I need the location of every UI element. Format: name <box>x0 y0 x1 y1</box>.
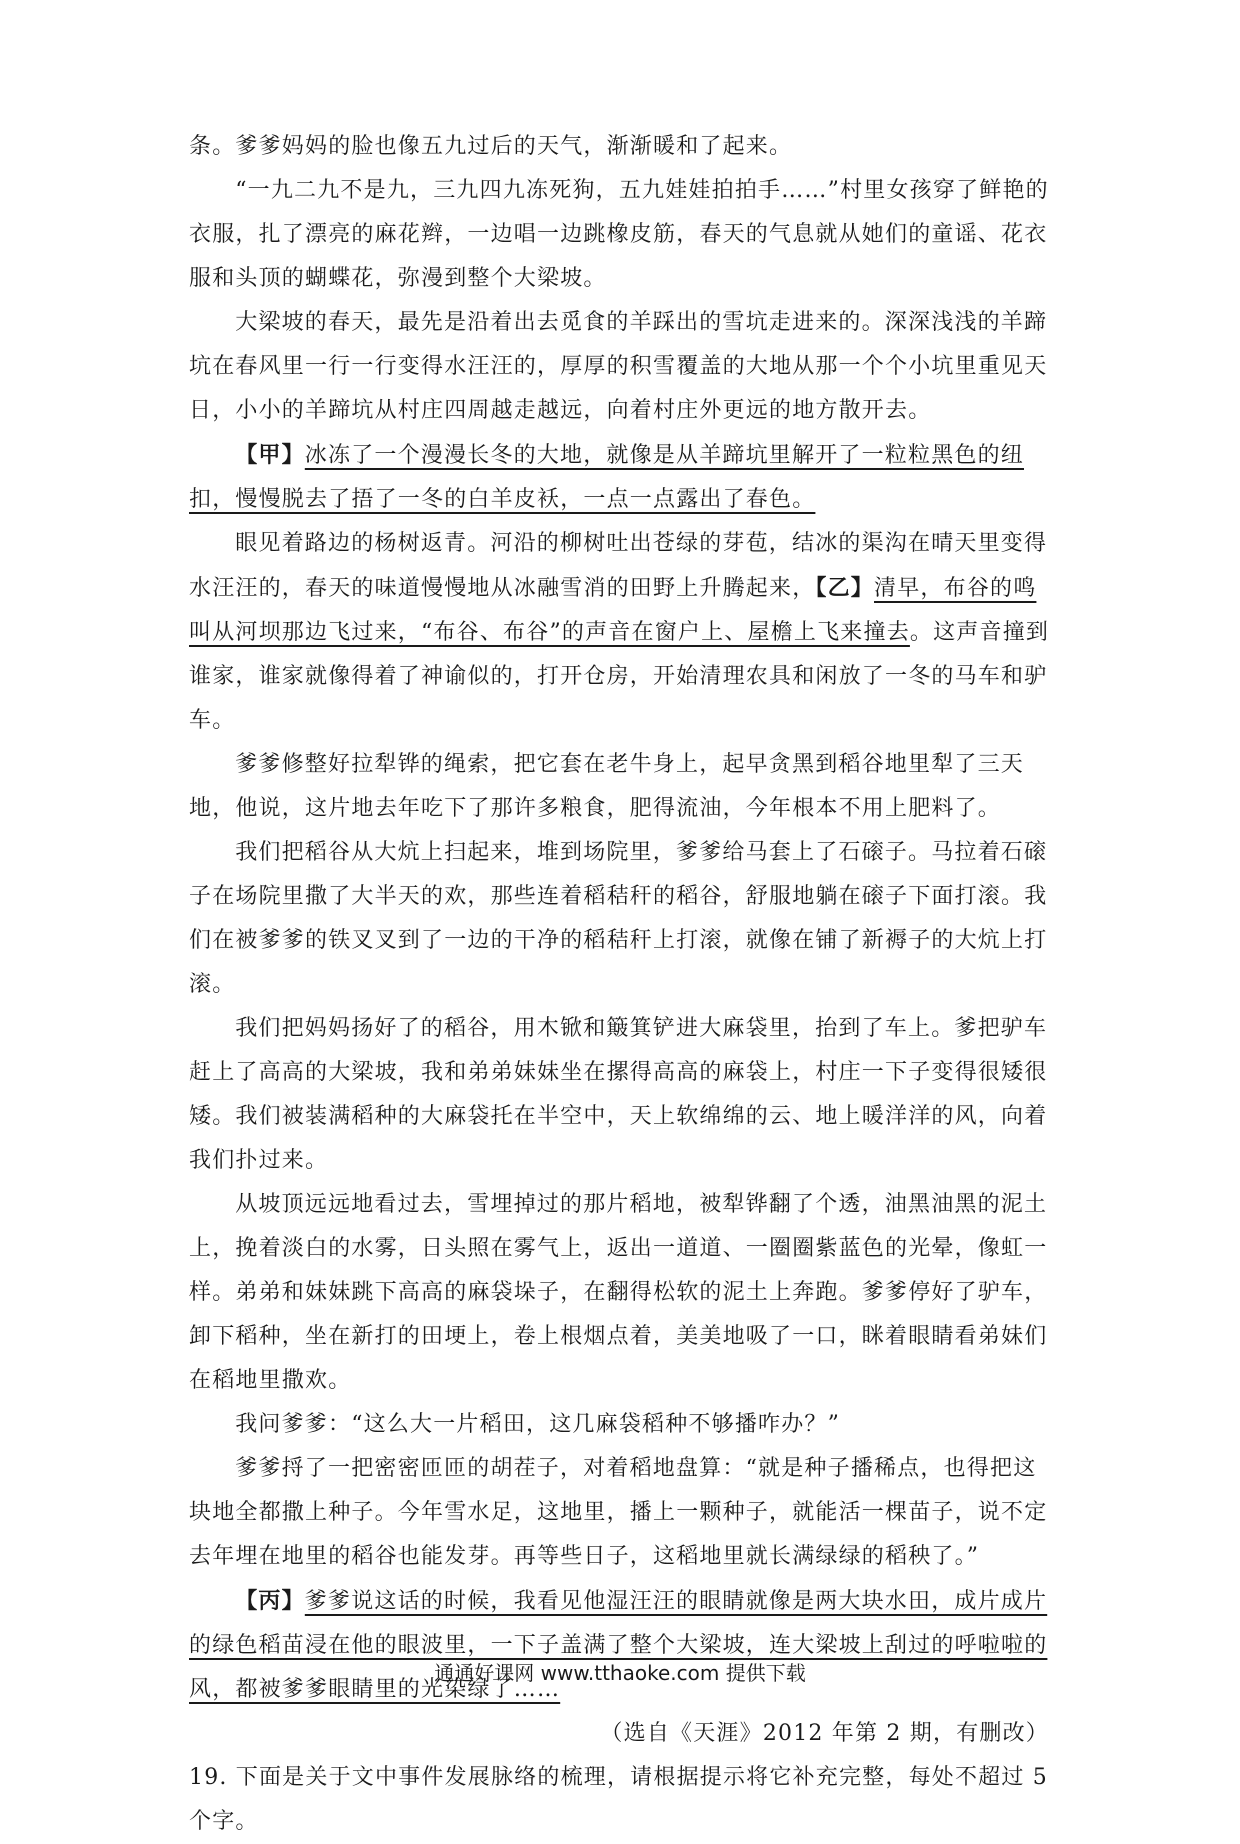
paragraph-1: 条。爹爹妈妈的脸也像五九过后的天气，渐渐暖和了起来。 <box>189 134 793 159</box>
paragraph-yi-end: 。这声音撞到谁家，谁家就像得着了神谕似的，打开仓房，开始清理农具和闲放了一冬的马车和驴车。 <box>189 620 1050 733</box>
label-bing: 【丙】 <box>235 1588 305 1614</box>
paragraph-11: 爹爹捋了一把密密匝匝的胡茬子，对着稻地盘算：“就是种子播稀点，也得把这块地全都撒上种子。今年雪水足，这地里，播上一颗种子，就能活一棵苗子，说不定去年埋在地里的稻谷也能发芽。再等些日子，这稻地里就长满绿绿的稻秧了。” <box>189 1456 1048 1569</box>
paragraph-jia <box>189 433 1059 522</box>
page-footer: 通通好课网 www.tthaoke.com 提供下载 <box>434 1661 806 1685</box>
label-jia: 【甲】 <box>235 442 305 468</box>
paragraph-9: 从坡顶远远地看过去，雪埋掉过的那片稻地，被犁铧翻了个透，油黑油黑的泥土上，挽着淡白的水雾，日头照在雾气上，返出一道道、一圈圈紫蓝色的光晕，像虹一样。弟弟和妹妹跳下高高的麻袋垛子，在翻得松软的泥土上奔跑。爹爹停好了驴车，卸下稻种，坐在新打的田埂上，卷上根烟点着，美美地吸了一口，眯着眼睛看弟妹们在稻地里撒欢。 <box>189 1192 1048 1393</box>
source-citation: （选自《天涯》2012 年第 2 期，有删改） <box>600 1721 1049 1746</box>
label-yi: 【乙】 <box>815 575 875 601</box>
paragraph-7: 我们把稻谷从大炕上扫起来，堆到场院里，爹爹给马套上了石磙子。马拉着石磙子在场院里撒了大半天的欢，那些连着稻秸秆的稻谷，舒服地躺在磙子下面打滚。我们在被爹爹的铁叉叉到了一边的干净的稻秸秆上打滚，就像在铺了新褥子的大炕上打滚。 <box>189 840 1048 997</box>
paragraph-2: “一九二九不是九，三九四九冻死狗，五九娃娃拍拍手……”村里女孩穿了鲜艳的衣服，扎了漂亮的麻花辫，一边唱一边跳橡皮筋，春天的气息就从她们的童谣、花衣服和头顶的蝴蝶花，弥漫到整个大梁坡。 <box>189 178 1049 291</box>
paragraph-3: 大梁坡的春天，最先是沿着出去觅食的羊踩出的雪坑走进来的。深深浅浅的羊蹄坑在春风里一行一行变得水汪汪的，厚厚的积雪覆盖的大地从那一个个小坑里重见天日，小小的羊蹄坑从村庄四周越走越远，向着村庄外更远的地方散开去。 <box>189 310 1048 423</box>
paragraph-yi-start: 眼见着路边的杨树返青。河沿的柳树吐出苍绿的芽苞，结冰的渠沟在晴天里变得水汪汪的，春天的味道慢慢地从冰融雪消的田野上升腾起来， <box>189 531 1048 601</box>
underlined-sentence-bing: 爹爹说这话的时候，我看见他湿汪汪的眼睛就像是两大块水田，成片成片的绿色稻苗浸在他的眼波里，一下子盖满了整个大梁坡，连大梁坡上刮过的呼啦啦的风，都被爹爹眼睛里的光染绿了…… <box>189 1589 1048 1702</box>
paragraph-10: 我问爹爹：“这么大一片稻田，这几麻袋稻种不够播咋办？” <box>235 1412 841 1437</box>
paragraph-8: 我们把妈妈扬好了的稻谷，用木锨和簸箕铲进大麻袋里，抬到了车上。爹把驴车赶上了高高的大梁坡，我和弟弟妹妹坐在摞得高高的麻袋上，村庄一下子变得很矮很矮。我们被装满稻种的大麻袋托在半空中，天上软绵绵的云、地上暖洋洋的风，向着我们扑过来。 <box>189 1016 1048 1173</box>
paragraph-yi <box>189 522 1059 743</box>
paragraph-6: 爹爹修整好拉犁铧的绳索，把它套在老牛身上，起早贪黑到稻谷地里犁了三天地，他说，这片地去年吃下了那许多粮食，肥得流油，今年根本不用上肥料了。 <box>189 752 1024 821</box>
question-19: 19. 下面是关于文中事件发展脉络的梳理，请根据提示将它补充完整，每处不超过 5 个字。 <box>189 1765 1048 1834</box>
underlined-sentence-jia: 冰冻了一个漫漫长冬的大地，就像是从羊蹄坑里解开了一粒粒黑色的纽扣，慢慢脱去了捂了一冬的白羊皮袄，一点一点露出了春色。 <box>189 443 1024 512</box>
article-body <box>189 125 1059 1844</box>
underlined-sentence-yi: 清早，布谷的鸣叫从河坝那边飞过来，“布谷、布谷”的声音在窗户上、屋檐上飞来撞去 <box>189 576 1037 645</box>
paragraph-bing <box>189 1579 1059 1712</box>
